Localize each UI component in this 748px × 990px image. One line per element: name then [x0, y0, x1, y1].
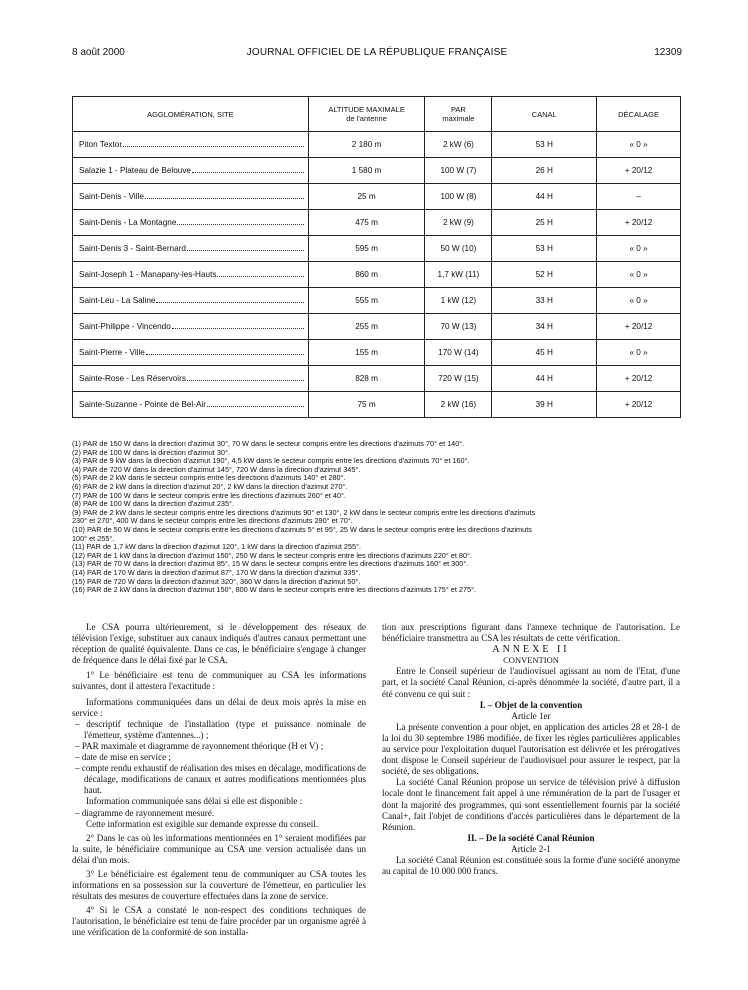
cell-decalage: + 20/12 — [597, 158, 681, 184]
cell-canal: 25 H — [492, 210, 597, 236]
table-header-row — [73, 97, 681, 132]
site-name: Salazie 1 - Plateau de Belouve — [79, 166, 191, 175]
site-name: Saint-Philippe - Vincendo — [79, 322, 171, 331]
site-name: Sainte-Rose - Les Réservoirs — [79, 374, 186, 383]
header-site: AGGLOMÉRATION, SITE — [73, 97, 309, 132]
site-name: Sainte-Suzanne - Pointe de Bel-Air — [79, 400, 206, 409]
list-item: – descriptif technique de l'installation (type et puissance nominale de l'émetteur, système d'antennes...) ; — [75, 718, 366, 740]
table-row — [73, 158, 681, 184]
cell-site — [73, 184, 309, 210]
leader-dots — [192, 166, 304, 173]
paragraph: Le CSA pourra ultérieurement, si le développement des réseaux de télévision l'exige, substituer aux canaux indiqués d'autres canaux permettant une réception de qualité équivalente. Dans ce cas, le bénéficiaire s'engage à changer de fréquence dans le délai fixé par le CSA. — [72, 622, 366, 666]
paragraph: 3° Le bénéficiaire est également tenu de communiquer au CSA toutes les informations en sa possession sur la couverture de l'émetteur, en particulier les résultats des mesures de couverture effectuées dans la zone de service. — [72, 868, 366, 902]
cell-decalage: + 20/12 — [597, 366, 681, 392]
cell-site — [73, 132, 309, 158]
leader-dots — [177, 218, 303, 225]
cell-altitude: 25 m — [308, 184, 425, 210]
cell-site — [73, 392, 309, 418]
table-row — [73, 392, 681, 418]
cell-canal: 34 H — [492, 314, 597, 340]
paragraph: La présente convention a pour objet, en application des articles 28 et 28-1 de la loi du 30 septembre 1986 modifiée, de fixer les règles particulières applicables au service pour l'exploitation duquel l'autorisation est délivrée et les prérogatives dont dispose le Conseil supérieur de l'audiovisuel pour assurer le respect, par la société, de ses obligations. — [382, 721, 680, 777]
table-row — [73, 314, 681, 340]
paragraph: 2° Dans le cas où les informations mentionnées en 1° seraient modifiées par la suite, le bénéficiaire communique au CSA une version actualisée dans un délai d'un mois. — [72, 832, 366, 865]
header-decalage: DÉCALAGE — [597, 97, 681, 132]
cell-altitude: 255 m — [308, 314, 425, 340]
paragraph: La société Canal Réunion est constituée sous la forme d'une société anonyme au capital de 10 000 000 francs. — [382, 854, 680, 877]
cell-par: 50 W (10) — [425, 236, 492, 262]
cell-canal: 45 H — [492, 340, 597, 366]
leader-dots — [172, 322, 304, 329]
cell-altitude: 2 180 m — [308, 132, 425, 158]
paragraph: 4° Si le CSA a constaté le non-respect des conditions techniques de l'autorisation, le bénéficiaire est tenu de faire procéder par un organisme agréé à une vérification de la conformité de son installa- — [72, 905, 366, 938]
table-row — [73, 288, 681, 314]
table-row — [73, 340, 681, 366]
cell-par: 70 W (13) — [425, 314, 492, 340]
table-row — [73, 366, 681, 392]
leader-dots — [156, 296, 303, 303]
header-journal-title: JOURNAL OFFICIEL DE LA RÉPUBLIQUE FRANÇAISE — [246, 47, 508, 58]
table-row — [73, 236, 681, 262]
cell-canal: 26 H — [492, 158, 597, 184]
cell-site — [73, 158, 309, 184]
cell-site — [73, 340, 309, 366]
page-header — [72, 47, 682, 61]
footnote-line: (15) PAR de 720 W dans la direction d'azimut 320°, 360 W dans la direction d'azimut 50°. — [72, 577, 361, 586]
leader-dots — [187, 374, 304, 381]
cell-par: 100 W (8) — [425, 184, 492, 210]
right-column — [382, 622, 680, 877]
cell-decalage: + 20/12 — [597, 210, 681, 236]
annex-title: ANNEXE II — [492, 644, 570, 656]
cell-site — [73, 210, 309, 236]
cell-site — [73, 262, 309, 288]
footnote-line: (3) PAR de 9 kW dans la direction d'azimut 190°, 4,5 kW dans le secteur compris entre les directions d'azimuts 70° et 160°. — [72, 457, 470, 466]
footnote-line: (7) PAR de 100 W dans le secteur compris entre les directions d'azimuts 260° et 40°. — [72, 491, 346, 500]
header-date: 8 août 2000 — [72, 47, 125, 58]
footnote-line: (9) PAR de 2 kW dans le secteur compris entre les directions d'azimuts 90° et 130°, 2 kW dans le secteur compris entre les directions d'azimuts — [72, 508, 536, 517]
cell-par: 1 kW (12) — [425, 288, 492, 314]
leader-dots — [123, 140, 304, 147]
site-name: Saint-Joseph 1 - Manapany-les-Hauts — [79, 270, 217, 279]
cell-decalage: « 0 » — [597, 340, 681, 366]
header-canal: CANAL — [492, 97, 597, 132]
paragraph: tion aux prescriptions figurant dans l'annexe technique de l'autorisation. Le bénéficiaire transmettra au CSA les résultats de cette vérification. — [382, 622, 680, 644]
table-row — [73, 132, 681, 158]
footnote-line: (1) PAR de 150 W dans la direction d'azimut 30°, 70 W dans le secteur compris entre les directions d'azimuts 70° et 140°. — [72, 440, 465, 448]
cell-altitude: 555 m — [308, 288, 425, 314]
cell-par: 2 kW (6) — [425, 132, 492, 158]
footnote-line: (10) PAR de 50 W dans le secteur compris entre les directions d'azimuts 5° et 95°, 25 W dans le secteur compris entre les directions d'azimuts — [72, 525, 532, 534]
cell-par: 100 W (7) — [425, 158, 492, 184]
cell-par: 1,7 kW (11) — [425, 262, 492, 288]
cell-par: 2 kW (16) — [425, 392, 492, 418]
paragraph: Entre le Conseil supérieur de l'audiovisuel agissant au nom de l'Etat, d'une part, et la société Canal Réunion, ci-après dénommée la société, d'autre part, il a été convenu ce qui suit : — [382, 666, 680, 699]
cell-decalage: « 0 » — [597, 132, 681, 158]
footnote-line: (13) PAR de 70 W dans la direction d'azimut 85°, 15 W dans le secteur compris entre les directions d'azimuts 160° et 300°. — [72, 560, 469, 569]
cell-canal: 39 H — [492, 392, 597, 418]
footnote-line: (6) PAR de 2 kW dans la direction d'azimut 20°, 2 kW dans la direction d'azimut 270°. — [72, 482, 348, 491]
leader-dots — [146, 348, 304, 355]
paragraph: Information communiquée sans délai si elle est disponible : — [86, 796, 303, 807]
cell-altitude: 595 m — [308, 236, 425, 262]
paragraph: Cette information est exigible sur demande expresse du conseil. — [86, 818, 319, 829]
section-heading: I. – Objet de la convention — [479, 699, 583, 710]
cell-altitude: 75 m — [308, 392, 425, 418]
paragraph: Informations communiquées dans un délai de deux mois après la mise en service : — [72, 696, 366, 718]
cell-altitude: 475 m — [308, 210, 425, 236]
cell-site — [73, 288, 309, 314]
paragraph: 1° Le bénéficiaire est tenu de communiquer au CSA les informations suivantes, dont il attestera l'exactitude : — [72, 670, 366, 692]
section-heading: II. – De la société Canal Réunion — [467, 832, 595, 843]
leader-dots — [145, 192, 304, 199]
cell-par: 2 kW (9) — [425, 210, 492, 236]
cell-decalage: + 20/12 — [597, 314, 681, 340]
site-name: Saint-Leu - La Saline — [79, 296, 156, 305]
footnote-line: (5) PAR de 2 kW dans le secteur compris entre les directions d'azimuts 140° et 280°. — [72, 474, 346, 483]
site-name: Saint-Denis - La Montagne — [79, 218, 177, 227]
article-heading: Article 2-1 — [511, 843, 551, 854]
cell-decalage: « 0 » — [597, 288, 681, 314]
paragraph: La société Canal Réunion propose un service de télévision privé à diffusion locale dont le financement fait appel à une rémunération de la part de l'usager et dont la majorité des programmes, qui sont essentiellement fournis par la société Canal+, fait l'objet de conditions d'accès particulières dans le département de la Réunion. — [382, 777, 680, 832]
cell-par: 720 W (15) — [425, 366, 492, 392]
list-item: – diagramme de rayonnement mesuré. — [75, 807, 215, 818]
header-altitude: ALTITUDE MAXIMALE de l'antenne — [308, 97, 425, 132]
convention-title: CONVENTION — [503, 655, 559, 666]
cell-canal: 53 H — [492, 132, 597, 158]
cell-site — [73, 314, 309, 340]
site-name: Saint-Denis 3 - Saint-Bernard — [79, 244, 186, 253]
list-item: – compte rendu exhaustif de réalisation des mises en décalage, modifications de décalage, modifications de canaux et autres modifications mentionnées plus haut. — [75, 763, 366, 796]
cell-canal: 53 H — [492, 236, 597, 262]
list-item: – date de mise en service ; — [75, 752, 171, 763]
leader-dots — [187, 244, 304, 251]
site-name: Saint-Denis - Ville — [79, 192, 144, 201]
cell-altitude: 155 m — [308, 340, 425, 366]
site-name: Saint-Pierre - Ville — [79, 348, 145, 357]
list-item: – PAR maximale et diagramme de rayonnement théorique (H et V) ; — [75, 740, 324, 751]
cell-decalage: – — [597, 184, 681, 210]
footnote-line: (16) PAR de 2 kW dans la direction d'azimut 150°, 800 W dans le secteur compris entre les directions d'azimuts 175° et 275°. — [72, 586, 477, 595]
cell-altitude: 860 m — [308, 262, 425, 288]
cell-canal: 44 H — [492, 184, 597, 210]
cell-canal: 44 H — [492, 366, 597, 392]
footnote-line: (8) PAR de 100 W dans la direction d'azimut 235°. — [72, 500, 234, 509]
article-heading: Article 1er — [511, 710, 551, 721]
table-row — [73, 184, 681, 210]
footnote-line: 100° et 255°. — [72, 534, 115, 543]
footnote-line: (14) PAR de 170 W dans la direction d'azimut 87°, 170 W dans la direction d'azimut 335°. — [72, 568, 361, 577]
cell-decalage: « 0 » — [597, 236, 681, 262]
footnote-line: 230° et 270°, 400 W dans le secteur compris entre les directions d'azimuts 290° et 70°. — [72, 517, 353, 526]
table-row — [73, 210, 681, 236]
cell-par: 170 W (14) — [425, 340, 492, 366]
cell-decalage: + 20/12 — [597, 392, 681, 418]
cell-canal: 33 H — [492, 288, 597, 314]
header-page-number: 12309 — [654, 47, 682, 58]
cell-site — [73, 236, 309, 262]
cell-altitude: 828 m — [308, 366, 425, 392]
footnote-line: (2) PAR de 100 W dans la direction d'azimut 30°. — [72, 448, 230, 457]
table-row — [73, 262, 681, 288]
site-name: Piton Textor — [79, 140, 123, 149]
cell-decalage: « 0 » — [597, 262, 681, 288]
footnote-line: (11) PAR de 1,7 kW dans la direction d'azimut 120°, 1 kW dans la direction d'azimut 255°. — [72, 543, 362, 552]
table-footnotes — [72, 440, 682, 595]
footnote-line: (12) PAR de 1 kW dans la direction d'azimut 150°, 250 W dans le secteur compris entre les directions d'azimuts 220° et 80°. — [72, 551, 472, 560]
header-par: PAR maximale — [425, 97, 492, 132]
leader-dots — [207, 400, 304, 407]
leader-dots — [217, 270, 303, 277]
footnote-line: (4) PAR de 720 W dans la direction d'azimut 145°, 720 W dans la direction d'azimut 345°. — [72, 465, 361, 474]
left-column — [72, 622, 366, 939]
cell-site — [73, 366, 309, 392]
frequency-table — [72, 96, 681, 418]
cell-canal: 52 H — [492, 262, 597, 288]
cell-altitude: 1 580 m — [308, 158, 425, 184]
